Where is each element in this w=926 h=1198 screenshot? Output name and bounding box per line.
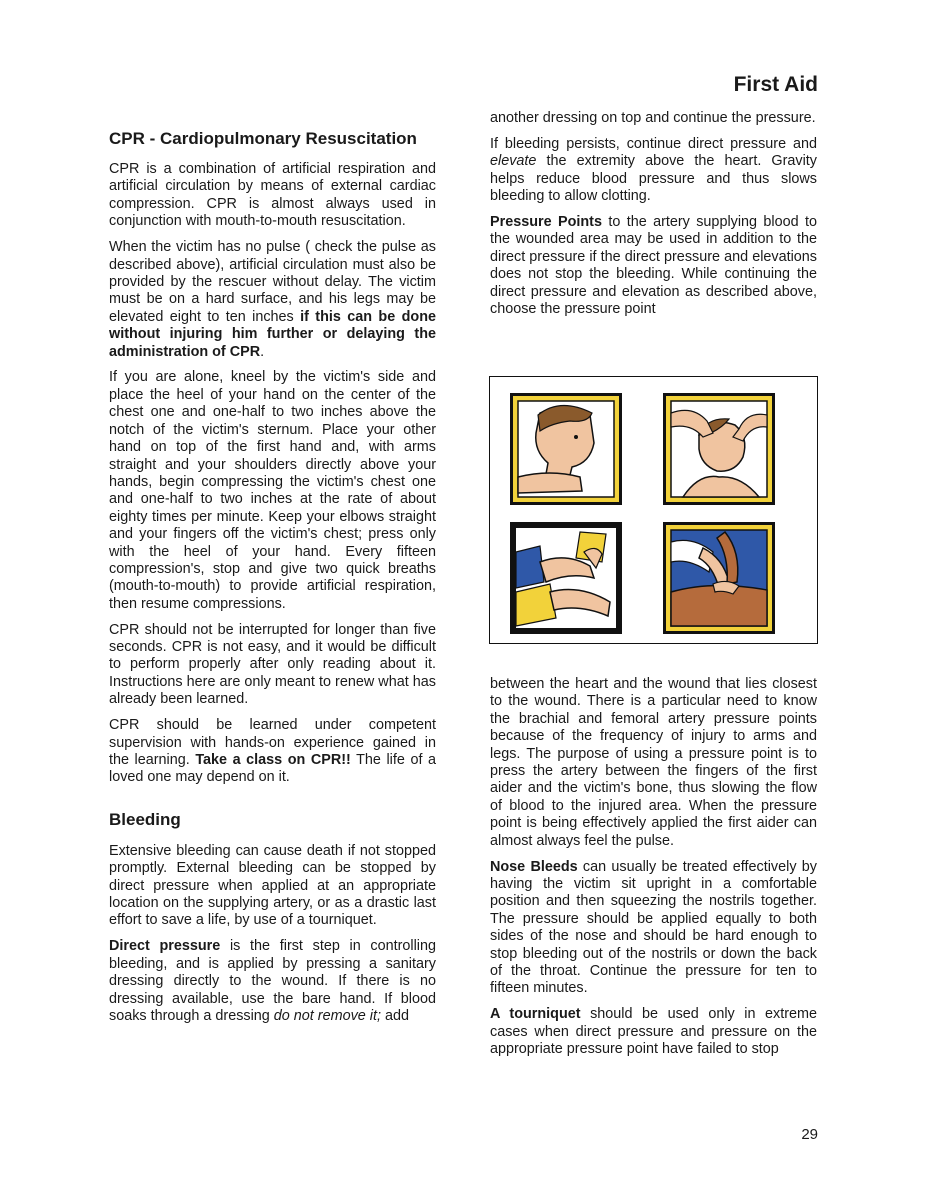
right-column-top [490,110,817,327]
cpr-p2-bold: if this can be done without injuring him further or delaying the administration of CPR [109,308,436,360]
cpr-p2-text-a: When the victim has no pulse ( check the pulse as described above), artificial circulation must also be provided by the rescuer without delay. The victim must be on a hard surface, and his legs may be elevated eight to ten inches [109,239,436,325]
cpr-p2-text-c: . [260,343,265,360]
cpr-heading: CPR - Cardiopulmonary Resuscitation [109,129,417,148]
illustration-tilt-head [663,393,775,505]
direct-pressure-bold: Direct pressure [109,938,221,955]
nose-bleeds-text: can usually be treated effectively by having the victim sit upright in a comfortable position and then squeezing the nostrils together. The pressure should be applied equally to both sides of the nose and should be hard enough to stop bleeding out of the nostrils or down the back of the throat. Continue the pressure for ten to fifteen minutes. [490,858,817,997]
bleeding-heading: Bleeding [109,809,181,829]
bleeding-p2-text-d: add [380,1007,409,1024]
right-paragraph-1: another dressing on top and continue the pressure. [490,110,816,126]
cpr-paragraph-1: CPR is a combination of artificial respiration and artificial circulation by means of external cardiac compression. CPR is almost always used in conjunction with mouth-to-mouth resuscitation. [109,161,436,230]
cpr-p5-text-c: The life of a loved one may depend on it. [109,752,436,786]
pressure-points-bold: Pressure Points [490,214,602,231]
illustration-check-neck-pulse [510,393,622,505]
tourniquet-paragraph [490,1006,817,1058]
right-paragraph-3 [490,214,817,318]
page-number: 29 [801,1126,818,1143]
right-p2-text-a: If bleeding persists, continue direct pressure and [490,135,817,152]
elevate-italic: elevate [490,153,537,170]
right-p2-text-c: the extremity above the heart. Gravity helps reduce blood pressure and thus slows bleeding to allow clotting. [490,153,817,205]
bleeding-paragraph-1: Extensive bleeding can cause death if not stopped promptly. External bleeding can be stopped by direct pressure when applied at an appropriate location on the supplying artery, or as a drastic last effort to save a life, by use of a tourniquet. [109,842,436,929]
right-column-bottom [490,676,817,1067]
left-column [109,128,436,1034]
cpr-p5-bold: Take a class on CPR!! [195,752,351,768]
pressure-point-paragraph: between the heart and the wound that lies closest to the wound. There is a particular need to know the brachial and femoral artery pressure points because of the frequency of injury to arms and legs. The purpose of using a pressure point is to press the artery between the fingers of the first aider and the victim's bone, thus slowing the flow of blood to the injured area. When the pressure point is being effectively applied the first aider can almost always feel the pulse. [490,676,817,849]
bleeding-paragraph-2 [109,938,436,1025]
nose-bleeds-paragraph [490,859,817,998]
page-header-title: First Aid [733,73,818,96]
nose-bleeds-bold: Nose Bleeds [490,858,578,875]
illustration-chest-compression [663,522,775,634]
cpr-paragraph-3: If you are alone, kneel by the victim's side and place the heel of your hand on the center of the chest one and one-half to two inches above the notch of the victim's sternum. Place your other hand on top of the first hand and, with arms straight and your shoulders directly above your hands, begin compressing the victim's chest one and one-half to two inches at the rate of about eighty times per minute. Keep your elbows straight and your fingers off the victim's chest; press only with the heel of your hand. Every fifteen compression's, stop and give two quick breaths (mouth-to-mouth) to provide artificial respiration, then resume compressions. [109,369,436,612]
right-paragraph-2 [490,136,817,206]
tourniquet-text: should be used only in extreme cases when direct pressure and pressure on the appropriate pressure point have failed to stop [490,1006,817,1058]
cpr-paragraph-5 [109,717,436,787]
cpr-p5-text-a: CPR should be learned under competent supervision with hands-on experience gained in the learning. [109,717,436,768]
bleeding-p2-text-b: is the first step in controlling bleeding, and is applied by pressing a sanitary dressing directly to the wound. If there is no dressing available, use the bare hand. If blood soaks through a dressing [109,938,436,1024]
right-p3-text-b: to the artery supplying blood to the wounded area may be used in addition to the direct pressure if the direct pressure and elevations does not stop the bleeding. While continuing the direct pressure and elevation as described above, choose the pressure point [490,214,817,318]
cpr-paragraph-2 [109,239,436,361]
illustration-arm-position [510,522,622,634]
bleeding-p2-italic: do not remove it; [273,1007,381,1024]
cpr-paragraph-4: CPR should not be interrupted for longer than five seconds. CPR is not easy, and it would be difficult to perform properly after only reading about it. Instructions here are only meant to renew what has already been learned. [109,621,436,708]
cpr-illustration-figure [489,376,818,644]
tourniquet-bold: A tourniquet [490,1006,581,1023]
